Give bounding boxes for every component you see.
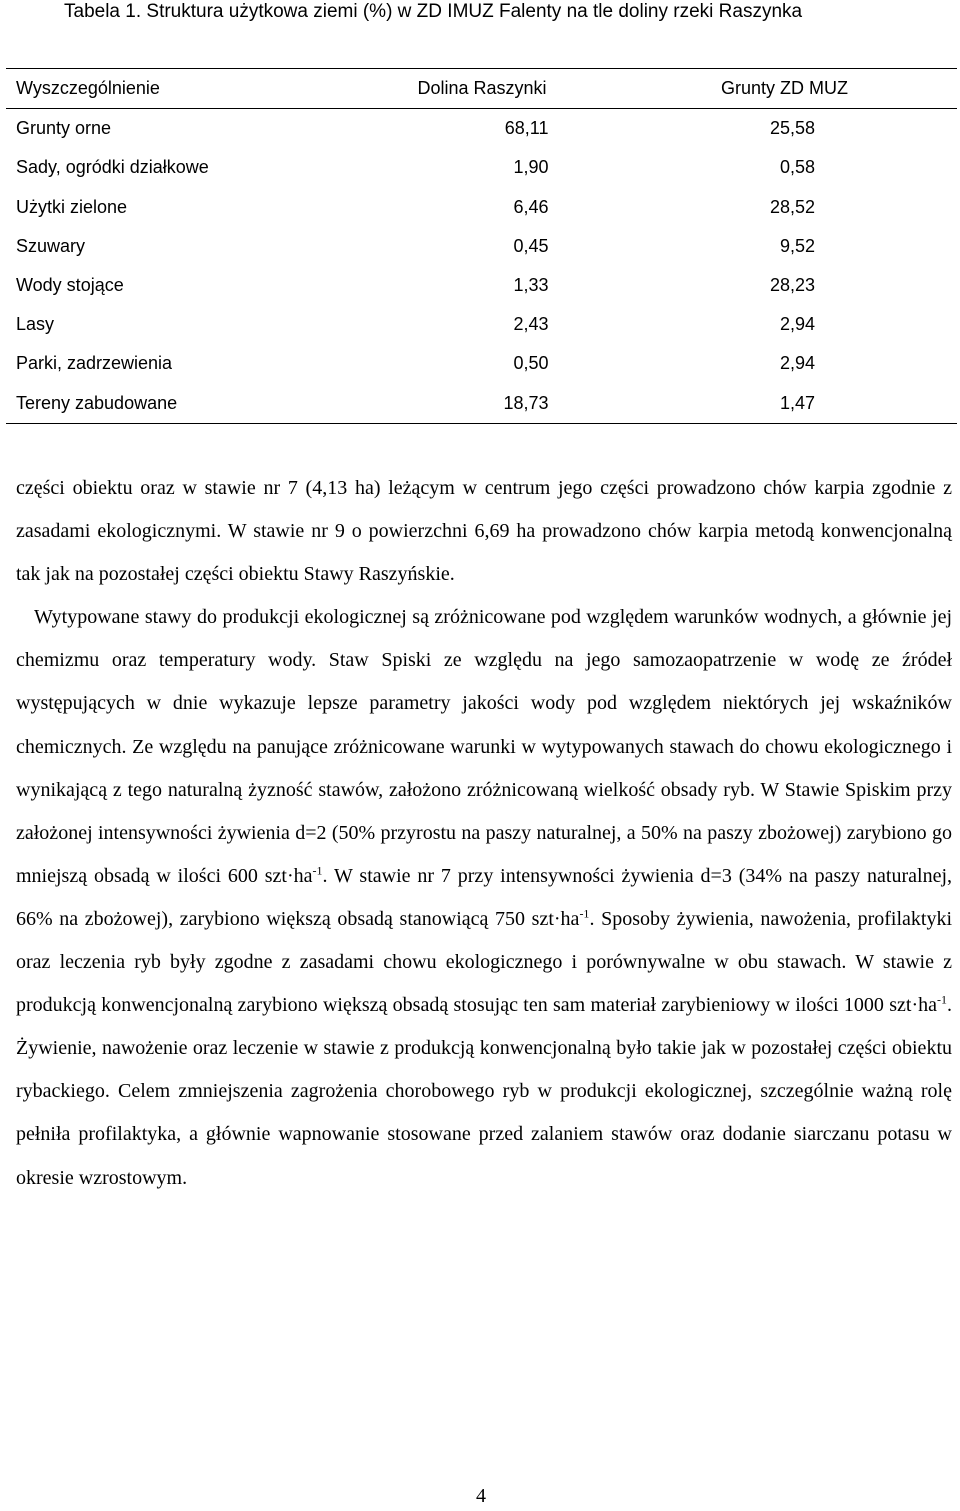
raszynka-value: 68,11 [504, 118, 549, 139]
table-header-row [6, 69, 957, 109]
raszynka-value: 2,43 [513, 314, 549, 335]
table-row [6, 188, 957, 227]
zd-muz-value: 9,52 [779, 235, 815, 256]
table-row [6, 266, 957, 305]
raszynka-value: 1,90 [513, 157, 549, 178]
header-specification: Wyszczególnienie [6, 69, 322, 109]
land-use-table [6, 68, 957, 424]
row-label: Tereny zabudowane [16, 392, 178, 413]
row-label: Użytki zielone [16, 196, 128, 217]
table-caption: Tabela 1. Struktura użytkowa ziemi (%) w ZD IMUZ Falenty na tle doliny rzeki Raszynka [64, 1, 803, 22]
table-row [6, 305, 957, 344]
header-raszynka-valley: Dolina Raszynki [322, 69, 642, 109]
row-label: Parki, zadrzewienia [16, 353, 173, 374]
table-row [6, 227, 957, 266]
paragraph: części obiektu oraz w stawie nr 7 (4,13 ha) leżącym w centrum jego części prowadzono chów karpia zgodnie z zasadami ekologicznymi. W stawie nr 9 o powierzchni 6,69 ha prowadzono chów karpia metodą konwencjonalną tak jak na pozostałej części obiektu Stawy Raszyńskie. [16, 477, 952, 586]
zd-muz-value: 2,94 [779, 314, 815, 335]
row-label: Szuwary [16, 235, 86, 256]
zd-muz-value: 2,94 [779, 353, 815, 374]
table-row [6, 384, 957, 424]
header-zd-muz: Grunty ZD MUZ [642, 69, 957, 109]
table-row [6, 148, 957, 187]
table-row [6, 109, 957, 149]
zd-muz-value: 0,58 [779, 157, 815, 178]
zd-muz-value: 1,47 [779, 392, 815, 413]
raszynka-value: 0,50 [513, 353, 549, 374]
body-text [16, 467, 952, 1200]
row-label: Wody stojące [16, 275, 124, 296]
paragraph: Wytypowane stawy do produkcji ekologicznej są zróżnicowane pod względem warunków wodnych, a głównie jej chemizmu oraz temperatury wody. Staw Spiski ze względu na jego samozaopatrzenie w wodę ze źródeł występujących w dnie wykazuje lepsze parametry jakości wody pod względem niektórych jej wskaźników chemicznych. Ze względu na panujące zróżnicowane warunki w wytypowanych stawach do chowu ekologicznego i wynikającą z tego naturalną żyzność stawów, założono zróżnicowaną wielkość obsady ryb. W Stawie Spiskim przy założonej intensywności żywienia d=2 (50% przyrostu na paszy naturalnej, a 50% na paszy zbożowej) zarybiono go mniejszą obsadą w ilości 600 $szt\cdot ha^{-1}$. W stawie nr 7 przy intensywności żywienia d=3 (34% na paszy naturalnej, 66% na zbożowej), zarybiono większą obsadą stanowiącą 750 $szt\cdot ha^{-1}$. Sposoby żywienia, nawożenia, profilaktyki oraz leczenia ryb były zgodne z zasadami chowu ekologicznego i porównywalne w obu stawach. W stawie z produkcją konwencjonalną zarybiono większą obsadą stosując ten sam materiał zarybieniowy w ilości 1000 $szt\cdot ha^{-1}$. Żywienie, nawożenie oraz leczenie w stawie z produkcją konwencjonalną było takie jak w pozostałej części obiektu rybackiego. Celem zmniejszenia zagrożenia chorobowego ryb w produkcji ekologicznej, szczególnie ważną rolę pełniła profilaktyka, a głównie wapnowanie stosowane przed zalaniem stawów oraz dodanie siarczanu potasu w okresie wzrostowym. [16, 606, 953, 1189]
zd-muz-value: 28,23 [769, 275, 815, 296]
table-row [6, 344, 957, 383]
raszynka-value: 6,46 [513, 196, 549, 217]
raszynka-value: 0,45 [513, 235, 549, 256]
zd-muz-value: 28,52 [769, 196, 815, 217]
zd-muz-value: 25,58 [769, 118, 815, 139]
row-label: Sady, ogródki działkowe [16, 157, 209, 178]
row-label: Lasy [16, 314, 55, 335]
raszynka-value: 18,73 [503, 392, 549, 413]
raszynka-value: 1,33 [513, 275, 549, 296]
page-number: 4 [476, 1485, 486, 1507]
row-label: Grunty orne [16, 118, 112, 139]
